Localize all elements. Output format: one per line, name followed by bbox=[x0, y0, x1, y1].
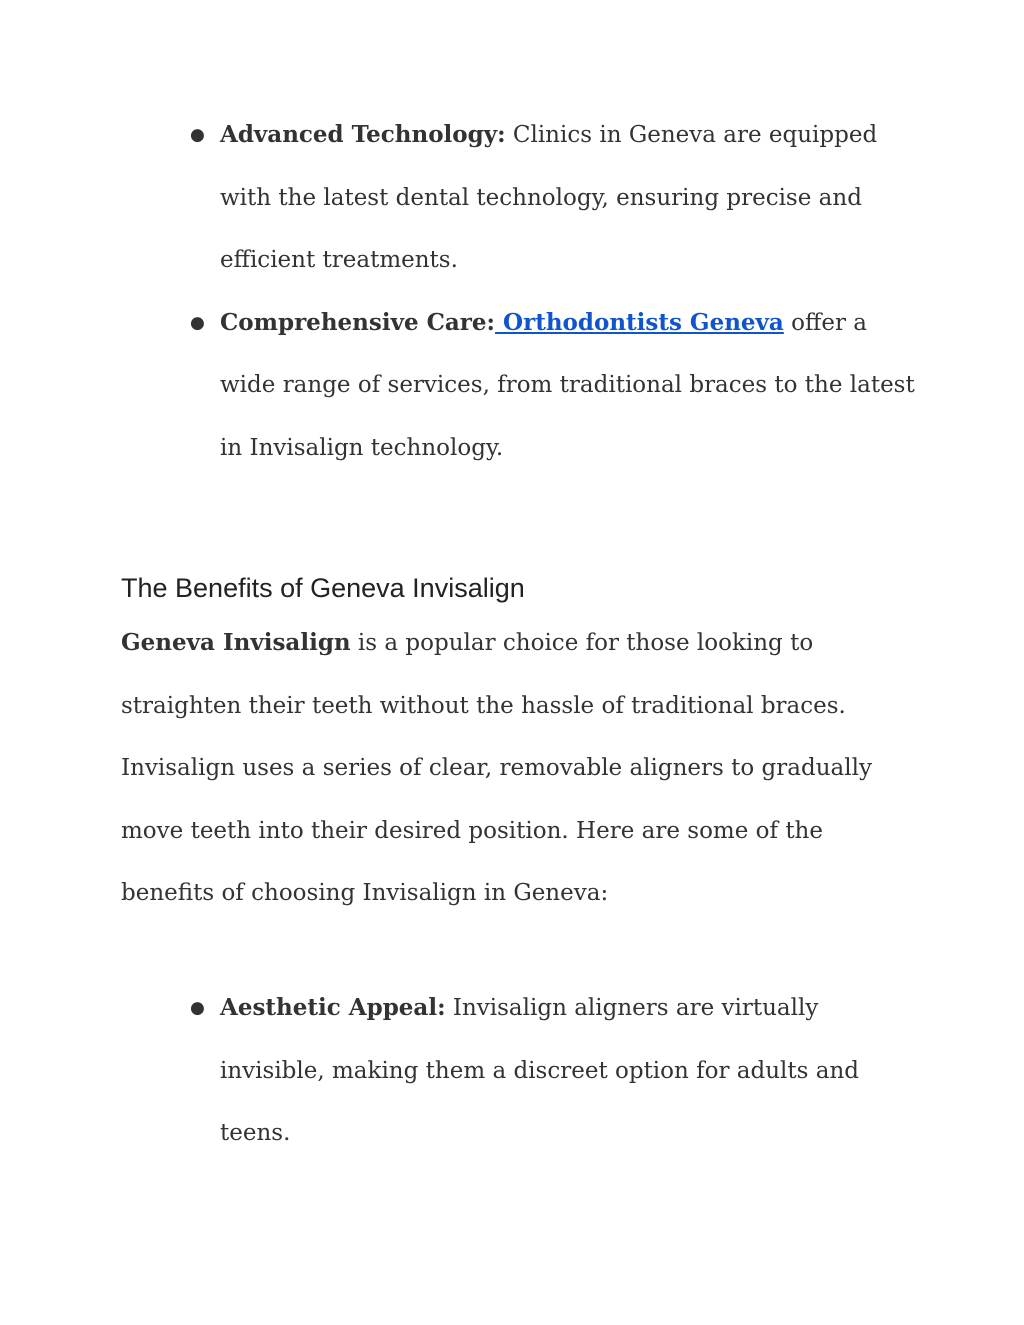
paragraph-term: Geneva Invisalign bbox=[121, 629, 351, 656]
list-item-text: Invisalign aligners are virtually invisible, making them a discreet option for adults and teens. bbox=[220, 995, 860, 1146]
features-list bbox=[190, 104, 920, 479]
list-item-aesthetic-appeal bbox=[190, 977, 920, 1165]
section-heading: The Benefits of Geneva Invisalign bbox=[121, 573, 525, 603]
bullet-icon: ● bbox=[190, 125, 205, 145]
list-item-term: Advanced Technology: bbox=[220, 121, 506, 148]
bullet-icon: ● bbox=[190, 312, 205, 333]
list-item-term: Comprehensive Care: bbox=[220, 308, 496, 336]
list-item-term: Aesthetic Appeal: bbox=[220, 994, 446, 1021]
benefits-list bbox=[190, 977, 920, 1165]
paragraph-text: is a popular choice for those looking to straighten their teeth without the hassle of traditional braces. Invisalign uses a series of clear, removable aligners to gradually move teeth into their desired position. Here are some of the benefits of choosing Invisalign in Geneva: bbox=[121, 630, 872, 906]
list-item-text: Clinics in Geneva are equipped with the latest dental technology, ensuring precise and efficient treatments. bbox=[220, 122, 878, 273]
list-item-advanced-technology bbox=[190, 104, 920, 292]
list-item-comprehensive-care bbox=[190, 292, 920, 480]
list-item-text: offer a wide range of services, from traditional braces to the latest in Invisalign technology. bbox=[220, 309, 915, 461]
orthodontists-geneva-link[interactable]: Orthodontists Geneva bbox=[495, 308, 784, 336]
section-paragraph bbox=[121, 612, 921, 925]
bullet-icon: ● bbox=[190, 998, 205, 1018]
